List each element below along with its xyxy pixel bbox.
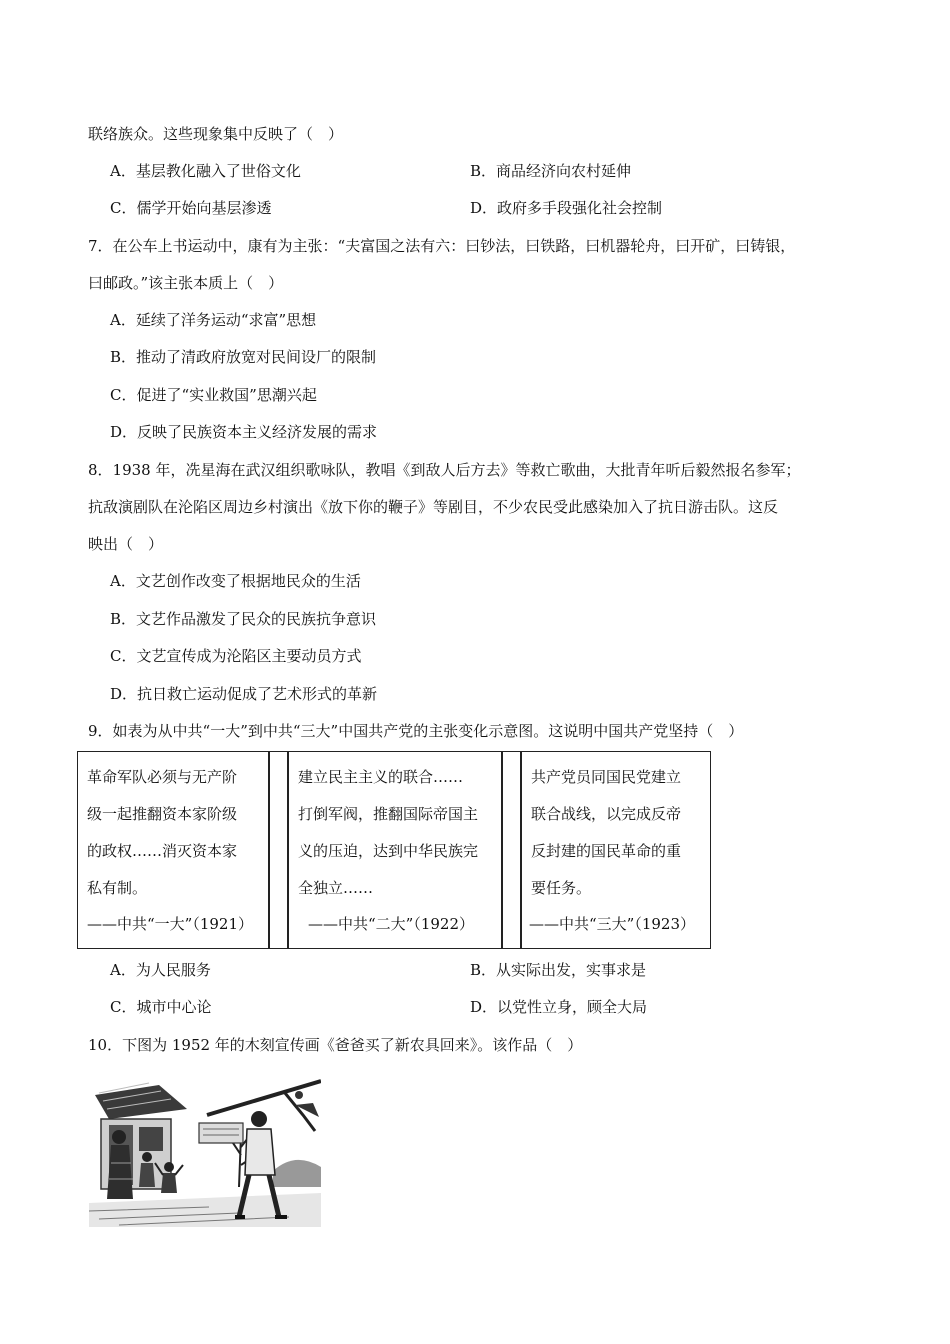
q6-stem: 联络族众。这些现象集中反映了（ ） bbox=[88, 125, 344, 143]
q8-option-d[interactable]: D．抗日救亡运动促成了艺术形式的革新 bbox=[110, 685, 378, 703]
q9-cell-third-congress bbox=[522, 752, 710, 948]
q8-option-c[interactable]: C．文艺宣传成为沦陷区主要动员方式 bbox=[110, 647, 362, 665]
cell-text: 全独立…… bbox=[298, 879, 374, 897]
cell-text: 反封建的国民革命的重 bbox=[531, 842, 682, 860]
q9-cell-first-congress bbox=[78, 752, 268, 948]
cell-source: ——中共“三大”（1923） bbox=[529, 915, 696, 933]
cell-text: 革命军队必须与无产阶 bbox=[87, 768, 238, 786]
q6-option-a[interactable]: A．基层教化融入了世俗文化 bbox=[110, 162, 301, 180]
cell-text: 打倒军阀，推翻国际帝国主 bbox=[298, 805, 479, 823]
cell-source: ——中共“二大”（1922） bbox=[308, 915, 475, 933]
q9-option-c[interactable]: C．城市中心论 bbox=[110, 998, 212, 1016]
cell-source: ——中共“一大”（1921） bbox=[87, 915, 254, 933]
q8-stem-line-3: 映出（ ） bbox=[88, 535, 164, 553]
cell-text: 联合战线，以完成反帝 bbox=[531, 805, 682, 823]
q7-option-c[interactable]: C．促进了“实业救国”思潮兴起 bbox=[110, 386, 317, 404]
table-divider bbox=[501, 752, 503, 948]
q7-stem-line-2: 曰邮政。”该主张本质上（ ） bbox=[88, 274, 284, 292]
q7-option-a[interactable]: A．延续了洋务运动“求富”思想 bbox=[110, 311, 317, 329]
q6-option-d[interactable]: D．政府多手段强化社会控制 bbox=[470, 199, 663, 217]
q9-option-d[interactable]: D．以党性立身，顾全大局 bbox=[470, 998, 648, 1016]
q8-stem-line-1: 8．1938 年，冼星海在武汉组织歌咏队，教唱《到敌人后方去》等救亡歌曲，大批青年听后毅然报名参军； bbox=[88, 461, 801, 479]
woodcut-propaganda-image bbox=[89, 1075, 321, 1227]
q7-option-d[interactable]: D．反映了民族资本主义经济发展的需求 bbox=[110, 423, 378, 441]
q10-stem: 10．下图为 1952 年的木刻宣传画《爸爸买了新农具回来》。该作品（ ） bbox=[88, 1036, 583, 1054]
q7-option-b[interactable]: B．推动了清政府放宽对民间设厂的限制 bbox=[110, 348, 377, 366]
q9-table bbox=[77, 751, 711, 949]
cell-text: 级一起推翻资本家阶级 bbox=[87, 805, 238, 823]
q6-option-c[interactable]: C．儒学开始向基层渗透 bbox=[110, 199, 272, 217]
q8-option-a[interactable]: A．文艺创作改变了根据地民众的生活 bbox=[110, 572, 361, 590]
q7-stem-line-1: 7．在公车上书运动中，康有为主张：“夫富国之法有六：曰钞法，曰铁路，曰机器轮舟，曰开矿，曰铸银， bbox=[88, 237, 796, 255]
cell-text: 建立民主主义的联合…… bbox=[298, 768, 464, 786]
cell-text: 共产党员同国民党建立 bbox=[531, 768, 682, 786]
cell-text: 义的压迫，达到中华民族完 bbox=[298, 842, 479, 860]
q8-stem-line-2: 抗敌演剧队在沦陷区周边乡村演出《放下你的鞭子》等剧目，不少农民受此感染加入了抗日游击队。这反 bbox=[88, 498, 779, 516]
q8-option-b[interactable]: B．文艺作品激发了民众的民族抗争意识 bbox=[110, 610, 377, 628]
q9-cell-second-congress bbox=[289, 752, 501, 948]
cell-text: 的政权……消灭资本家 bbox=[87, 842, 238, 860]
cell-text: 要任务。 bbox=[531, 879, 592, 897]
q9-stem: 9．如表为从中共“一大”到中共“三大”中国共产党的主张变化示意图。这说明中国共产党坚持（ ） bbox=[88, 722, 744, 740]
q9-option-a[interactable]: A．为人民服务 bbox=[110, 961, 211, 979]
q6-option-b[interactable]: B．商品经济向农村延伸 bbox=[470, 162, 632, 180]
table-divider bbox=[268, 752, 270, 948]
cell-text: 私有制。 bbox=[87, 879, 148, 897]
q9-option-b[interactable]: B．从实际出发，实事求是 bbox=[470, 961, 647, 979]
